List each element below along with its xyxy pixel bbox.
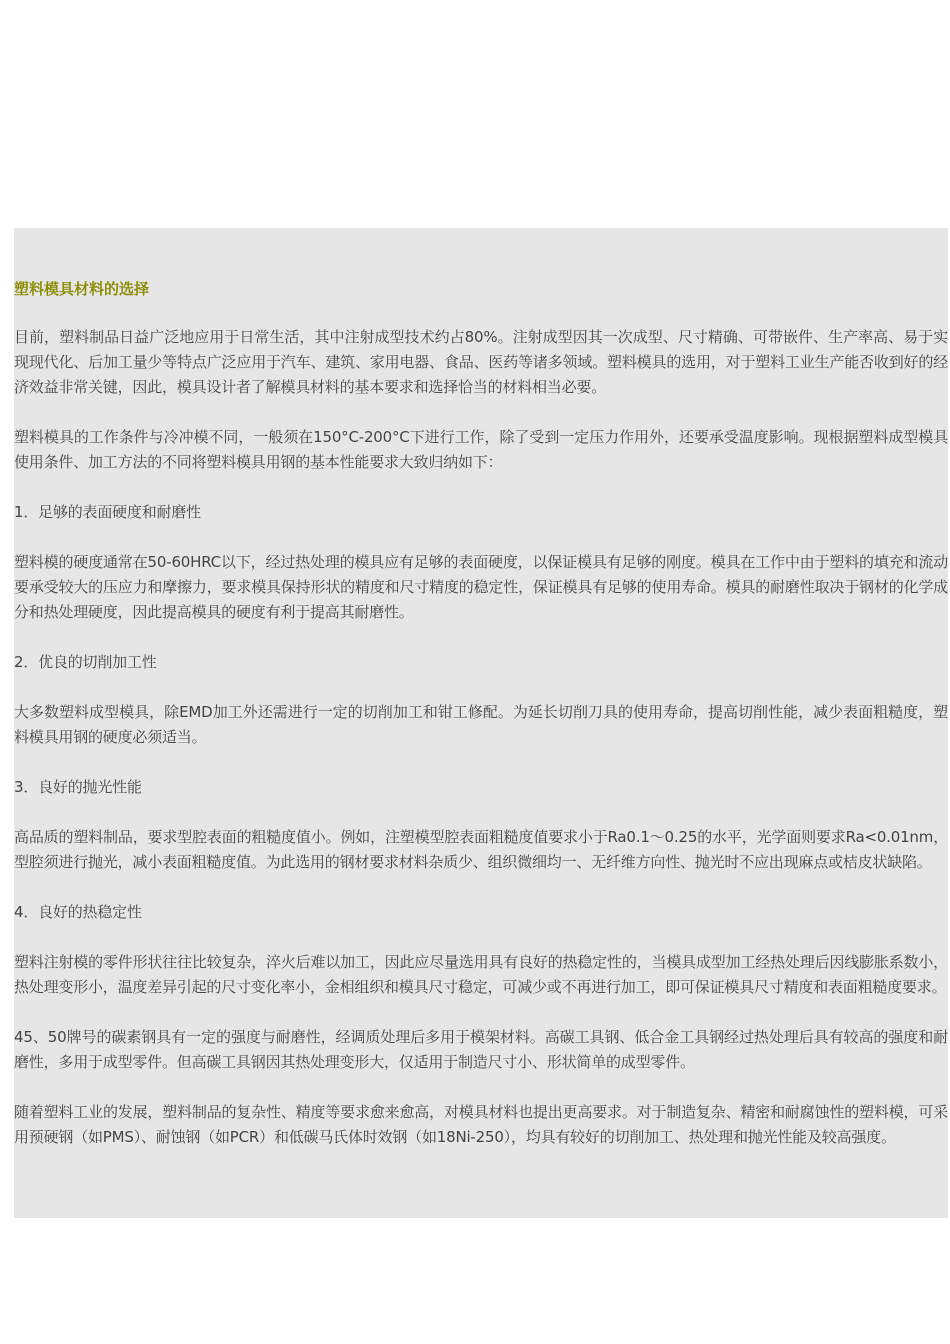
paragraph-carbon-steel: 45、50牌号的碳素钢具有一定的强度与耐磨性，经调质处理后多用于模架材料。高碳工具钢、低合金工具钢经过热处理后具有较高的强度和耐磨性，多用于成型零件。但高碳工具钢因其热处理变形大，仅适用于制造尺寸小、形状简单的成型零件。 [14,1028,948,1071]
paragraph-intro-1: 目前，塑料制品日益广泛地应用于日常生活，其中注射成型技术约占80%。注射成型因其一次成型、尺寸精确、可带嵌件、生产率高、易于实现现代化、后加工量少等特点广泛应用于汽车、建筑、家用电器、食品、医药等诸多领域。塑料模具的选用，对于塑料工业生产能否收到好的经济效益非常关键，因此，模具设计者了解模具材料的基本要求和选择恰当的材料相当必要。 [14,328,948,396]
paragraph-section-3: 高品质的塑料制品，要求型腔表面的粗糙度值小。例如，注塑模型腔表面粗糙度值要求小于Ra0.1～0.25的水平，光学面则要求Ra<0.01nm，型腔须进行抛光，减小表面粗糙度值。为此选用的钢材要求材料杂质少、组织微细均一、无纤维方向性、抛光时不应出现麻点或桔皮状缺陷。 [14,828,948,871]
section-heading-1: 1．足够的表面硬度和耐磨性 [14,503,201,521]
section-heading-4: 4．良好的热稳定性 [14,903,142,921]
paragraph-section-4: 塑料注射模的零件形状往往比较复杂，淬火后难以加工，因此应尽量选用具有良好的热稳定性的，当模具成型加工经热处理后因线膨胀系数小，热处理变形小，温度差异引起的尺寸变化率小，金相组织和模具尺寸稳定，可减少或不再进行加工，即可保证模具尺寸精度和表面粗糙度要求。 [14,953,948,996]
section-heading-2: 2．优良的切削加工性 [14,653,157,671]
paragraph-section-2: 大多数塑料成型模具，除EMD加工外还需进行一定的切削加工和钳工修配。为延长切削刀具的使用寿命，提高切削性能，减少表面粗糙度，塑料模具用钢的硬度必须适当。 [14,703,948,746]
section-heading-3: 3．良好的抛光性能 [14,778,142,796]
paragraph-section-1: 塑料模的硬度通常在50-60HRC以下，经过热处理的模具应有足够的表面硬度，以保证模具有足够的刚度。模具在工作中由于塑料的填充和流动要承受较大的压应力和摩擦力，要求模具保持形状的精度和尺寸精度的稳定性，保证模具有足够的使用寿命。模具的耐磨性取决于钢材的化学成分和热处理硬度，因此提高模具的硬度有利于提高其耐磨性。 [14,553,948,621]
paragraph-conclusion: 随着塑料工业的发展，塑料制品的复杂性、精度等要求愈来愈高，对模具材料也提出更高要求。对于制造复杂、精密和耐腐蚀性的塑料模，可采用预硬钢（如PMS）、耐蚀钢（如PCR）和低碳马氏体时效钢（如18Ni-250），均具有较好的切削加工、热处理和抛光性能及较高强度。 [14,1103,948,1146]
paragraph-intro-2: 塑料模具的工作条件与冷冲模不同，一般须在150°C-200°C下进行工作，除了受到一定压力作用外，还要承受温度影响。现根据塑料成型模具使用条件、加工方法的不同将塑料模具用钢的基本性能要求大致归纳如下： [14,428,948,471]
article-title: 塑料模具材料的选择 [14,280,150,298]
article-panel [14,228,948,1218]
